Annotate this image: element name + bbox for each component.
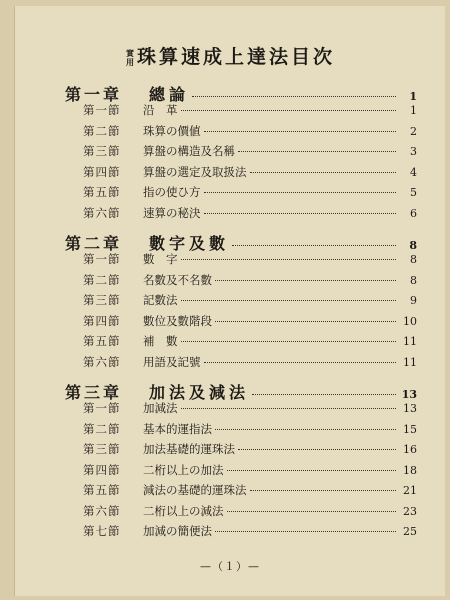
chapter-page: 13 — [401, 388, 417, 401]
section-title: 減法の基礎的運珠法 — [143, 483, 247, 497]
section-page: 16 — [403, 443, 417, 456]
section-page: 9 — [410, 294, 417, 307]
section-page: 13 — [403, 402, 417, 415]
table-of-contents — [65, 76, 417, 544]
section-number: 第二節 — [83, 272, 121, 287]
dot-leader — [204, 362, 397, 363]
chapter-row — [65, 380, 417, 400]
section-row — [65, 354, 417, 375]
section-number: 第一節 — [83, 103, 121, 117]
section-title: 沿 革 — [143, 103, 178, 117]
dot-leader — [215, 429, 396, 430]
chapter-page: 8 — [409, 239, 417, 252]
section-number: 第七節 — [83, 524, 121, 538]
section-title: 數 字 — [143, 252, 178, 266]
dot-leader — [204, 192, 397, 193]
section-row — [65, 482, 417, 503]
section-page: 6 — [410, 206, 417, 220]
section-number: 第二節 — [83, 421, 121, 436]
section-number: 第四節 — [83, 313, 121, 328]
section-number: 第六節 — [83, 354, 121, 369]
section-row — [65, 523, 417, 544]
section-title: 用語及記號 — [143, 354, 201, 369]
section-row — [65, 272, 417, 293]
section-number: 第五節 — [83, 185, 121, 199]
section-number: 第三節 — [83, 144, 121, 158]
section-title: 加減法 — [143, 401, 178, 415]
page-title — [15, 42, 445, 69]
dot-leader — [215, 531, 396, 532]
section-title: 算盤の構造及名稱 — [143, 144, 235, 158]
section-row — [65, 164, 417, 185]
section-page: 21 — [403, 484, 417, 497]
section-page: 18 — [403, 463, 417, 477]
section-number: 第三節 — [83, 442, 121, 456]
chapter-title: 加法及減法 — [149, 383, 250, 402]
section-title: 算盤の選定及取扱法 — [143, 164, 247, 179]
page-number: —（１）— — [200, 560, 260, 573]
section-page: 1 — [410, 104, 417, 117]
section-row — [65, 503, 417, 524]
section-number: 第三節 — [83, 293, 121, 307]
section-row — [65, 205, 417, 226]
chapter-title: 總論 — [149, 85, 190, 104]
section-page: 5 — [410, 186, 417, 199]
section-row — [65, 462, 417, 483]
section-page: 3 — [410, 145, 417, 158]
dot-leader — [252, 394, 396, 395]
section-page: 23 — [403, 504, 417, 518]
section-row — [65, 251, 417, 272]
dot-leader — [250, 490, 397, 491]
section-number: 第五節 — [83, 483, 121, 497]
dot-leader — [181, 300, 397, 301]
chapter-row — [65, 82, 417, 102]
chapter-number: 第三章 — [65, 383, 123, 402]
dot-leader — [204, 131, 397, 132]
section-page: 15 — [403, 422, 417, 436]
dot-leader — [181, 259, 397, 260]
section-title: 基本的運指法 — [143, 421, 212, 436]
dot-leader — [215, 280, 396, 281]
dot-leader — [238, 151, 396, 152]
section-page: 11 — [403, 355, 417, 369]
section-row — [65, 441, 417, 462]
chapter-row — [65, 231, 417, 251]
section-number: 第四節 — [83, 462, 121, 477]
dot-leader — [181, 110, 397, 111]
section-title: 二桁以上の加法 — [143, 462, 224, 477]
section-title: 記數法 — [143, 293, 178, 307]
section-number: 第二節 — [83, 123, 121, 138]
document-page — [14, 6, 445, 596]
section-page: 25 — [403, 525, 417, 538]
section-page: 2 — [410, 124, 417, 138]
dot-leader — [227, 511, 397, 512]
section-row — [65, 102, 417, 123]
section-title: 二桁以上の減法 — [143, 503, 224, 518]
chapter-page: 1 — [409, 90, 417, 103]
dot-leader — [232, 245, 396, 246]
section-row — [65, 333, 417, 354]
section-number: 第五節 — [83, 334, 121, 348]
section-title: 加法基礎的運珠法 — [143, 442, 235, 456]
section-title: 指の使ひ方 — [143, 185, 201, 199]
section-row — [65, 123, 417, 144]
dot-leader — [215, 321, 396, 322]
section-row — [65, 292, 417, 313]
section-page: 11 — [403, 335, 417, 348]
section-row — [65, 421, 417, 442]
section-number: 第一節 — [83, 252, 121, 266]
chapter-number: 第一章 — [65, 85, 123, 104]
section-row — [65, 400, 417, 421]
section-title: 加減の簡便法 — [143, 524, 212, 538]
section-number: 第一節 — [83, 401, 121, 415]
section-title: 名數及不名數 — [143, 272, 212, 287]
dot-leader — [204, 213, 397, 214]
section-number: 第六節 — [83, 503, 121, 518]
section-page: 4 — [410, 165, 417, 179]
section-title: 速算の秘決 — [143, 205, 201, 220]
dot-leader — [181, 408, 397, 409]
dot-leader — [192, 96, 396, 97]
section-row — [65, 143, 417, 164]
section-page: 8 — [410, 273, 417, 287]
section-page: 8 — [410, 253, 417, 266]
section-title: 珠算の價値 — [143, 123, 201, 138]
title-prefix: 實用 — [125, 48, 134, 67]
section-number: 第四節 — [83, 164, 121, 179]
dot-leader — [227, 470, 397, 471]
dot-leader — [181, 341, 397, 342]
section-number: 第六節 — [83, 205, 121, 220]
section-page: 10 — [403, 314, 417, 328]
section-row — [65, 184, 417, 205]
chapter-number: 第二章 — [65, 234, 123, 253]
dot-leader — [238, 449, 396, 450]
section-title: 補 數 — [143, 334, 178, 348]
dot-leader — [250, 172, 397, 173]
chapter-title: 數字及數 — [149, 234, 230, 253]
title-main: 珠算速成上達法目次 — [136, 46, 335, 68]
section-row — [65, 313, 417, 334]
section-title: 數位及數階段 — [143, 313, 212, 328]
